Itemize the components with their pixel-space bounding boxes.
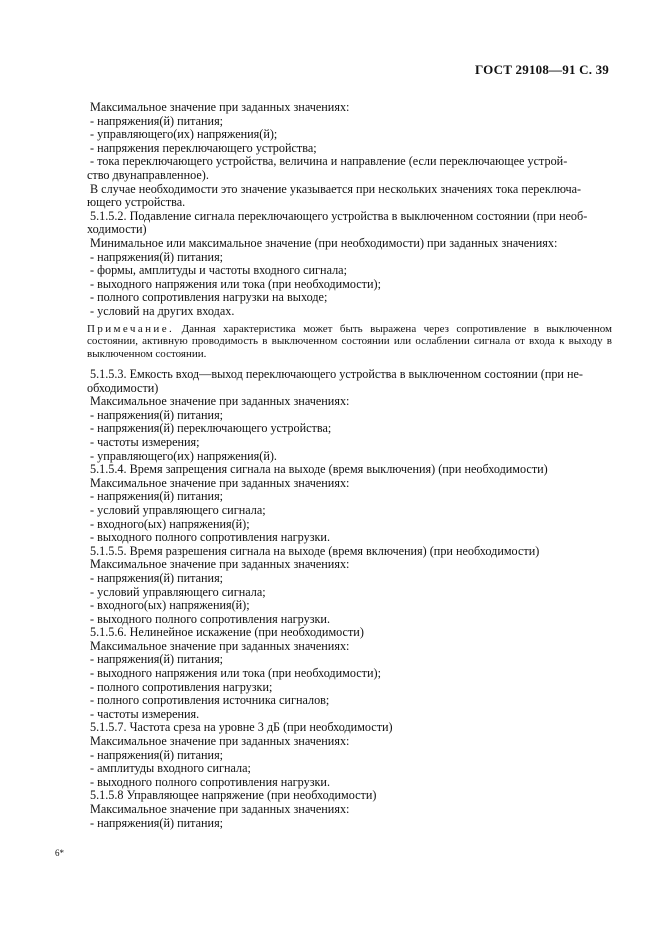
footer-page-mark: 6* — [55, 848, 64, 858]
text-line: В случае необходимости это значение указывается при нескольких значениях тока переключа- — [90, 181, 582, 196]
list-item: - входного(ых) напряжения(й); — [90, 598, 250, 613]
section-heading: 5.1.5.2. Подавление сигнала переключающего устройства в выключенном состоянии (при необ- — [90, 208, 588, 223]
list-item: - полного сопротивления нагрузки; — [90, 679, 273, 694]
list-item: - условий управляющего сигнала; — [90, 502, 266, 517]
note-text: Данная характеристика может быть выражена через сопротивление в выключенном состоянии, активную проводимость в выключенном состоянии или ослаблении сигнала от входа к выходу в выключенном состоянии. — [87, 322, 613, 360]
text-line: обходимости) — [87, 380, 159, 395]
list-item: - частоты измерения; — [90, 434, 200, 449]
text-line: Максимальное значение при заданных значениях: — [90, 557, 350, 572]
list-item: - выходного полного сопротивления нагрузки. — [90, 530, 331, 545]
list-item: - напряжения(й) переключающего устройства; — [90, 421, 332, 436]
list-item: - амплитуды входного сигнала; — [90, 761, 251, 776]
list-item: - напряжения(й) питания; — [90, 815, 224, 830]
list-item: - полного сопротивления нагрузки на выходе; — [90, 290, 328, 305]
section-heading: 5.1.5.7. Частота среза на уровне 3 дБ (при необходимости) — [90, 720, 393, 735]
list-item: - тока переключающего устройства, величина и направление (если переключающее устрой- — [90, 154, 568, 169]
list-item: - напряжения(й) питания; — [90, 489, 224, 504]
list-item: - условий управляющего сигнала; — [90, 584, 266, 599]
section-heading: 5.1.5.6. Нелинейное искажение (при необходимости) — [90, 625, 364, 640]
page-header: ГОСТ 29108—91 С. 39 — [475, 62, 609, 77]
list-item: - выходного напряжения или тока (при необходимости); — [90, 666, 381, 681]
text-line: Максимальное значение при заданных значениях: — [90, 100, 350, 114]
text-line: Минимальное или максимальное значение (при необходимости) при заданных значениях: — [90, 235, 558, 250]
text-line: Максимальное значение при заданных значениях: — [90, 638, 350, 653]
list-item: - напряжения(й) питания; — [90, 113, 224, 128]
text-line: Максимальное значение при заданных значениях: — [90, 802, 350, 816]
list-item: - полного сопротивления источника сигналов; — [90, 693, 330, 708]
list-item: - условий на других входах. — [90, 303, 235, 318]
list-item: - напряжения(й) питания; — [90, 570, 224, 585]
text-line: Максимальное значение при заданных значениях: — [90, 734, 350, 749]
section-heading: 5.1.5.4. Время запрещения сигнала на выходе (время выключения) (при необходимости) — [90, 462, 548, 477]
list-item: - управляющего(их) напряжения(й). — [90, 448, 277, 463]
section-heading: 5.1.5.8 Управляющее напряжение (при необходимости) — [90, 788, 377, 803]
section-heading: 5.1.5.3. Емкость вход—выход переключающего устройства в выключенном состоянии (при не- — [90, 367, 583, 381]
section-heading: 5.1.5.5. Время разрешения сигнала на выходе (время включения) (при необходимости) — [90, 543, 540, 558]
note-block — [87, 323, 612, 361]
list-item: - напряжения переключающего устройства; — [90, 140, 317, 155]
text-line: ходимости) — [87, 222, 147, 237]
note-label: Примечание. — [87, 322, 175, 335]
list-item: - выходного напряжения или тока (при необходимости); — [90, 276, 381, 291]
text-line: Максимальное значение при заданных значениях: — [90, 394, 350, 409]
list-item: - частоты измерения. — [90, 706, 200, 721]
list-item: - напряжения(й) питания; — [90, 249, 224, 264]
list-item: - управляющего(их) напряжения(й); — [90, 127, 278, 142]
document-body — [87, 100, 613, 830]
text-line: Максимальное значение при заданных значениях: — [90, 475, 350, 490]
text-line: ство двунаправленное). — [87, 167, 209, 182]
list-item: - выходного полного сопротивления нагрузки. — [90, 611, 331, 626]
list-item: - напряжения(й) питания; — [90, 407, 224, 422]
list-item: - входного(ых) напряжения(й); — [90, 516, 250, 531]
list-item: - напряжения(й) питания; — [90, 652, 224, 667]
list-item: - выходного полного сопротивления нагрузки. — [90, 774, 331, 789]
list-item: - напряжения(й) питания; — [90, 747, 224, 762]
text-line: ющего устройства. — [87, 195, 186, 210]
list-item: - формы, амплитуды и частоты входного сигнала; — [90, 263, 347, 278]
